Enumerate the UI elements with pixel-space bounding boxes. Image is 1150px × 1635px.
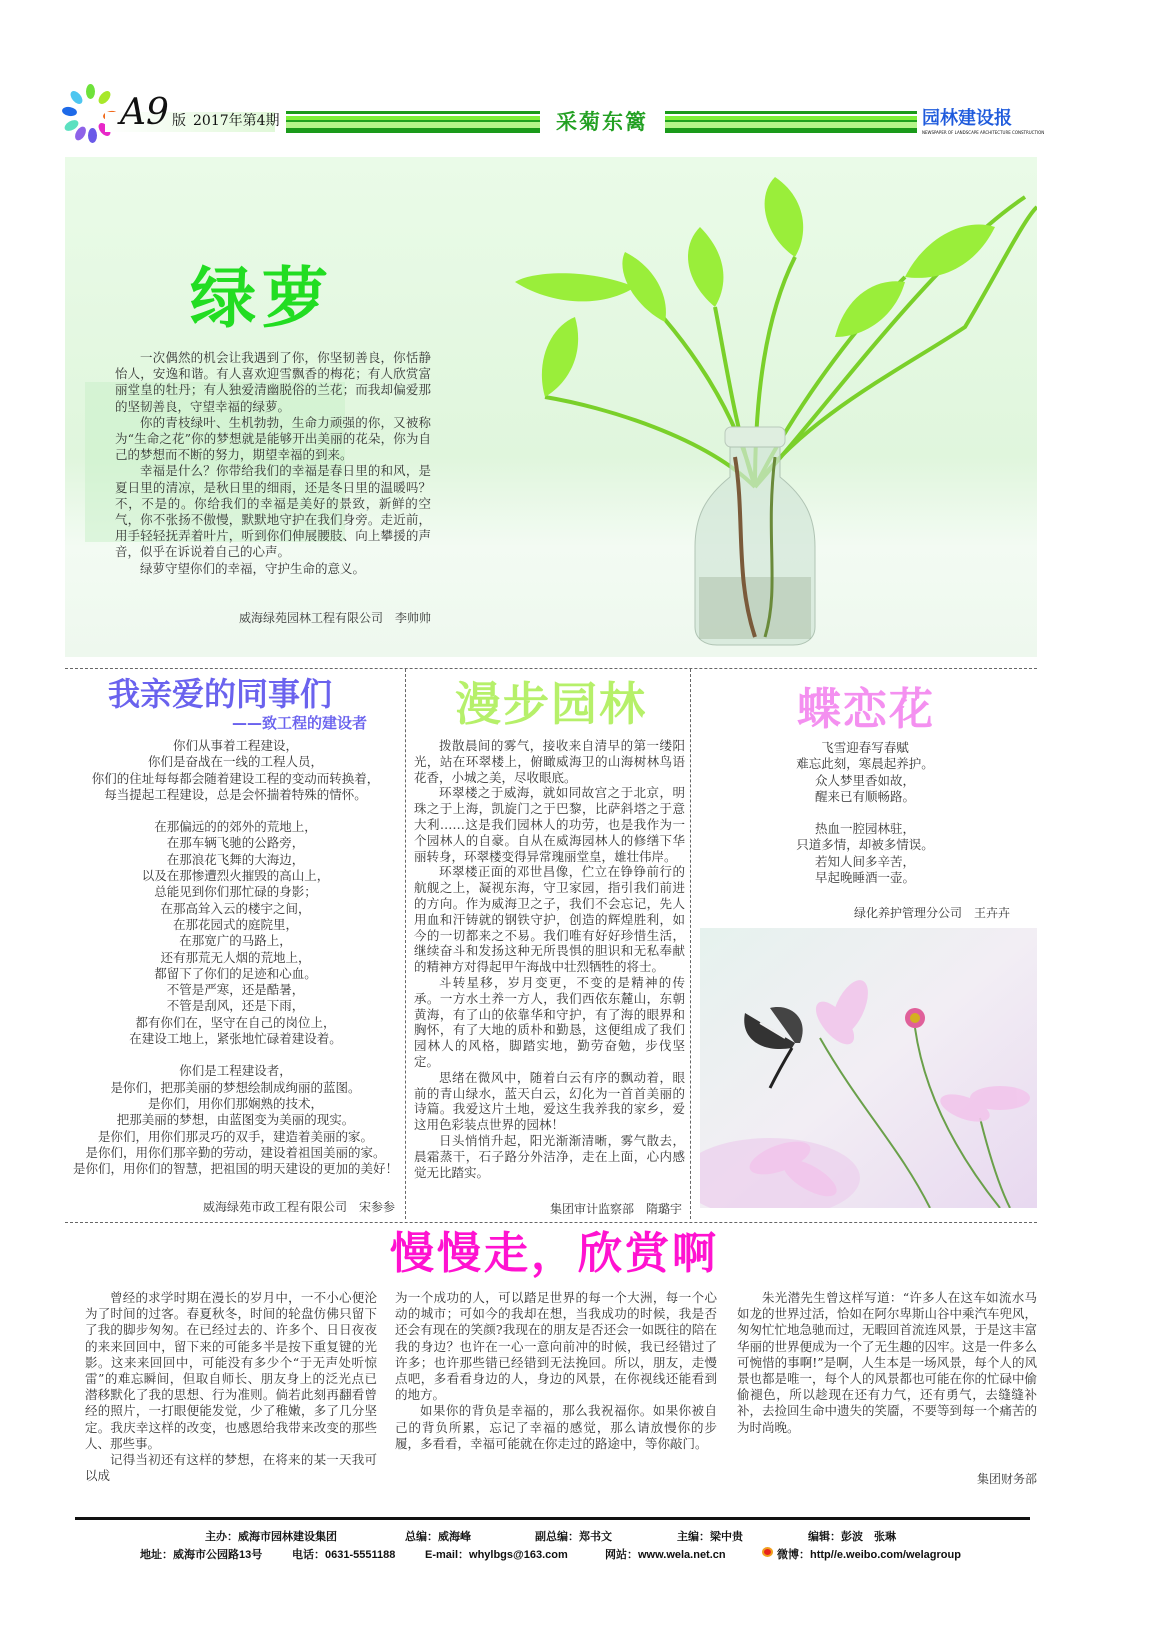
stroll-byline: 集团审计监察部 隋璐宇 xyxy=(549,1202,682,1216)
stroll-body xyxy=(414,738,685,1180)
paragraph: 拨散晨间的雾气，接收来自清早的第一缕阳光，站在环翠楼上，俯瞰威海卫的山海树林鸟语花香，小城之美，尽收眼底。 xyxy=(414,738,685,785)
weibo-icon xyxy=(762,1547,773,1557)
slow-column-3 xyxy=(737,1290,1037,1436)
colleagues-byline: 威海绿苑市政工程有限公司 宋参参 xyxy=(202,1200,395,1214)
paragraph: 如果你的背负是幸福的，那么我祝福你。如果你被自己的背负所累，忘记了幸福的感觉，那么请放慢你的步履，多看看，幸福可能就在你走过的路途中，等你敲门。 xyxy=(395,1403,717,1451)
poem-line: 在那高耸入云的楼宇之间， xyxy=(160,900,311,916)
lvluo-byline: 威海绿苑园林工程有限公司 李帅帅 xyxy=(238,611,431,625)
colleagues-subtitle: ——致工程的建设者 xyxy=(232,714,368,732)
poem-line: 你们是奋战在一线的工程人员， xyxy=(147,754,323,770)
poem-line: 还有那荒无人烟的荒地上， xyxy=(160,949,311,965)
paragraph: 环翠楼正面的邓世昌像，伫立在铮铮前行的航舰之上，凝视东海，守卫家园，指引我们前进的方向。作为威海卫之子，我们不会忘记，先人用血和汗铸就的钢铁守护，创造的辉煌胜利，如今的一切都来之不易。我们唯有好好珍惜生活，继续奋斗和发扬这种无所畏惧的胆识和无私奉献的精神方对得起甲午海战中壮烈牺牲的将士。 xyxy=(414,864,685,975)
slow-column-2 xyxy=(395,1290,717,1452)
paragraph: 为一个成功的人，可以踏足世界的每一个大洲，每一个心动的城市；可如今的我却在想，当我成功的时候，我是否还会有现在的笑颜?我现在的朋友是否还会一如既往的陪在我的身边？也许在一心一意向前冲的时候，我已经错过了许多；也许那些错已经错到无法挽回。所以，朋友，走慢点吧，多看看身边的人，身边的风景，在你视线还能看到的地方。 xyxy=(395,1290,717,1403)
poem-line: 在那浪花飞舞的大海边， xyxy=(166,851,305,867)
poem-line: 你们是工程建设者， xyxy=(179,1063,292,1079)
poem-line: 总能见到你们那忙碌的身影； xyxy=(154,884,317,900)
poem-line: 若知人间多辛苦， xyxy=(814,853,915,869)
slow-title: 慢慢走，欣赏啊 xyxy=(390,1228,719,1279)
lvluo-article xyxy=(65,157,1037,657)
footer-website[interactable]: 网站：www.wela.net.cn xyxy=(605,1549,726,1561)
poem-line: 你们从事着工程建设， xyxy=(172,738,298,753)
paragraph: 斗转星移，岁月变更，不变的是精神的传承。一方水土养一方人，我们西依东麓山，东朝黄海，有了山的依靠华和守护，有了海的眼界和胸怀，有了大地的质朴和勤恳，这便组成了我们园林人的风格，脚踏实地，勤劳奋勉，步伐坚定。 xyxy=(414,974,685,1069)
page-suffix: 版 xyxy=(172,113,186,129)
paragraph: 日头悄悄升起，阳光渐渐清晰，雾气散去，晨霜蒸干，石子路分外洁净，走在上面，心内感觉无比踏实。 xyxy=(414,1132,685,1180)
poem-line: 是你们，用你们那娴熟的技术， xyxy=(147,1095,323,1111)
poem-line: 都有你们在，坚守在自己的岗位上， xyxy=(135,1014,336,1030)
footer-editor-in-chief: 总编：威海峰 xyxy=(405,1531,471,1543)
footer-phone: 电话：0631-5551188 xyxy=(292,1549,396,1561)
poem-line: 在那花园式的庭院里， xyxy=(172,916,298,932)
footer-rule xyxy=(75,1517,1030,1520)
poem-line: 醒来已有顺畅路。 xyxy=(814,788,915,804)
poem-line: 难忘此刻，寒晨起养护。 xyxy=(796,756,934,772)
footer-weibo[interactable]: 微博：http//e.weibo.com/welagroup xyxy=(777,1549,961,1561)
poem-line: 以及在那惨遭烈火摧毁的高山上， xyxy=(141,868,330,884)
divider xyxy=(690,669,691,1219)
poem-line: 飞雪迎春写春赋 xyxy=(821,740,909,755)
poem-line: 每当提起工程建设，总是会怀揣着特殊的情怀。 xyxy=(104,786,367,802)
divider xyxy=(65,668,1037,669)
divider xyxy=(405,669,406,1219)
pothos-plant-photo xyxy=(435,157,1037,657)
paragraph: 曾经的求学时期在漫长的岁月中，一不小心便沦为了时间的过客。春夏秋冬，时间的轮盘仿佛只留下了我的脚步匆匆。在已经过去的、许多个、日日夜夜的来来回回中，留下来的可能多半是按下重复键的光影。这来来回回中，可能没有多少个“于无声处听惊雷”的难忘瞬间，但取自师长、朋友身上的泛光点已潜移默化了我的思想、行为准则。倘若此刻再翻看曾经的照片，一打眼便能发觉，少了稚嫩，多了几分坚定。我庆幸这样的改变，也感恩给我带来改变的那些人、那些事。 xyxy=(85,1290,377,1451)
poem-line: 不管是严寒，还是酷暑， xyxy=(166,982,305,998)
butterfly-poem xyxy=(700,740,1030,886)
paragraph: 幸福是什么？你带给我们的幸福是春日里的和风，是夏日里的清凉，是秋日里的细雨，还是冬日里的温暖吗？不，不是的。你给我们的幸福是美好的景致，新鲜的空气，你不张扬不傲慢，默默地守护在我们身旁。走近前，用手轻轻抚弄着叶片，听到你们伸展腰肢、向上攀援的声音，似乎在诉说着自己的心声。 xyxy=(115,463,431,560)
stroll-title: 漫步园林 xyxy=(455,677,647,731)
slow-byline: 集团财务部 xyxy=(976,1472,1037,1486)
poem-line: 热血一腔园林驻， xyxy=(814,821,915,837)
footer-address: 地址：威海市公园路13号 xyxy=(140,1549,263,1561)
paper-name-english: NEWSPAPER OF LANDSCAPE ARCHITECTURE CONSTRUCTION xyxy=(922,130,1045,135)
section-name: 采菊东篱 xyxy=(556,109,648,134)
poem-line: 是你们，用你们那辛勤的劳动，建设着祖国美丽的家。 xyxy=(85,1144,386,1160)
butterfly-title: 蝶恋花 xyxy=(797,684,935,735)
paragraph: 你的青枝绿叶、生机勃勃，生命力顽强的你，又被称为“生命之花”你的梦想就是能够开出美丽的花朵，你为自己的梦想而不断的努力，期望幸福的到来。 xyxy=(115,414,431,463)
paragraph: 朱光潜先生曾这样写道：“许多人在这车如流水马如龙的世界过活，恰如在阿尔卑斯山谷中乘汽车兜风，匆匆忙忙地急驰而过，无暇回首流连风景，于是这丰富华丽的世界便成为一个了无生趣的囚牢。这是一件多么可惋惜的事啊!”是啊，人生本是一场风景，每个人的风景也都是唯一，每个人的风景都也可能在你的忙碌中偷偷褪色，所以趁现在还有力气，还有勇气，去缝缝补补，去捡回生命中遗失的笑靥，不要等到每一个痛苦的为时尚晚。 xyxy=(737,1290,1038,1435)
footer-deputy-editor: 副总编：郑书文 xyxy=(535,1531,612,1543)
poem-line: 在那车辆飞驰的公路旁， xyxy=(166,835,305,851)
poem-line: 都留下了你们的足迹和心血。 xyxy=(154,965,317,981)
poem-line: 在建设工地上，紧张地忙碌着建设着。 xyxy=(129,1031,342,1047)
poem-line: 不管是刮风，还是下雨， xyxy=(166,998,305,1014)
poem-line: 众人梦里香如故， xyxy=(814,772,915,788)
colleagues-title: 我亲爱的同事们 xyxy=(108,675,333,713)
paper-name: 园林建设报 xyxy=(922,108,1012,129)
paragraph: 记得当初还有这样的梦想，在将来的某一天我可以成 xyxy=(85,1452,377,1484)
slow-column-1 xyxy=(85,1290,377,1484)
footer-email[interactable]: E-mail：whylbgs@163.com xyxy=(425,1549,568,1561)
poem-line: 是你们，用你们的智慧，把祖国的明天建设的更加的美好！ xyxy=(72,1161,398,1177)
page-number: A9 xyxy=(120,92,169,133)
header-rule-left xyxy=(286,111,540,133)
butterfly-flower-photo xyxy=(700,928,1037,1208)
paragraph: 环翠楼之于威海，就如同故宫之于北京，明珠之于上海，凯旋门之于巴黎，比萨斜塔之于意大利……这是我们园林人的功劳，也是我作为一个园林人的自豪。自从在威海园林人的修缮下华丽转身，环翠楼变得异常瑰丽堂皇，雄壮伟岸。 xyxy=(414,785,685,864)
poem-line: 在那宽广的马路上， xyxy=(179,933,292,949)
poem-line: 在那偏远的的郊外的荒地上， xyxy=(154,819,317,835)
paragraph: 绿萝守望你们的幸福，守护生命的意义。 xyxy=(140,560,366,576)
divider xyxy=(65,1222,1037,1223)
poem-line: 是你们，用你们那灵巧的双手，建造着美丽的家。 xyxy=(97,1128,373,1144)
paragraph: 一次偶然的机会让我遇到了你，你坚韧善良，你恬静怡人，安逸和谐。有人喜欢迎雪飘香的梅花；有人欣赏富丽堂皇的牡丹；有人独爱清幽脱俗的兰花；而我却偏爱那的坚韧善良，守望幸福的绿萝。 xyxy=(115,350,431,414)
footer-chief-editor: 主编：梁中贵 xyxy=(677,1531,743,1543)
footer-sponsor: 主办：威海市园林建设集团 xyxy=(205,1531,337,1543)
issue-number: 2017年第4期 xyxy=(193,113,280,129)
poem-line: 早起晚睡酒一壶。 xyxy=(814,870,915,886)
poem-line: 只道多情，却被多情误。 xyxy=(796,837,934,853)
poem-line: 是你们，把那美丽的梦想绘制成绚丽的蓝图。 xyxy=(110,1079,361,1095)
paragraph: 思绪在微风中，随着白云有序的飘动着，眼前的青山绿水，蓝天白云，幻化为一首首美丽的诗篇。我爱这片土地，爱这生我养我的家乡，爱这用色彩装点世界的园林！ xyxy=(414,1069,685,1133)
footer-editors: 编辑：彭波 张琳 xyxy=(808,1531,896,1543)
lvluo-title: 绿萝 xyxy=(190,260,334,337)
poem-line: 把那美丽的梦想，由蓝图变为美丽的现实。 xyxy=(116,1112,355,1128)
header-rule-right xyxy=(665,111,917,133)
poem-line: 你们的住址每每都会随着建设工程的变动而转换着， xyxy=(91,770,380,786)
glass-bottle xyxy=(695,427,815,645)
butterfly-byline: 绿化养护管理分公司 王卉卉 xyxy=(853,906,1010,920)
colleagues-poem xyxy=(68,738,403,1177)
lvluo-body xyxy=(115,350,431,577)
